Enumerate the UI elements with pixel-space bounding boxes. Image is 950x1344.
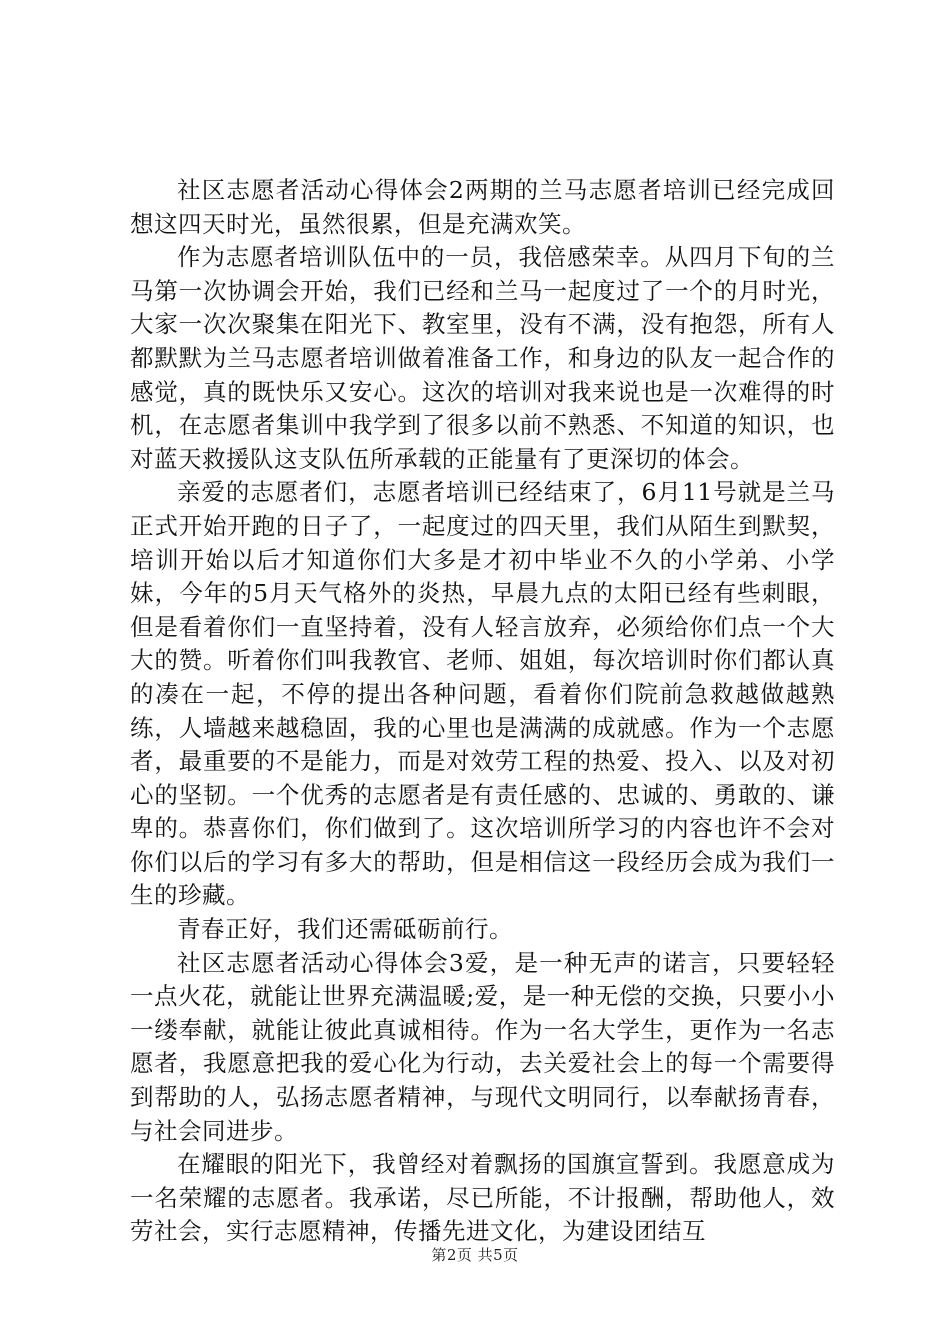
paragraph-6: 在耀眼的阳光下，我曾经对着飘扬的国旗宣誓到。我愿意成为一名荣耀的志愿者。我承诺，尽已所能，不计报酬，帮助他人，效劳社会，实行志愿精神，传播先进文化，为建设团结互 [130,1150,835,1246]
page-footer: 第2页 共5页 [431,1246,519,1264]
paragraph-3: 亲爱的志愿者们，志愿者培训已经结束了，6月11号就是兰马正式开始开跑的日子了，一起度过的四天里，我们从陌生到默契，培训开始以后才知道你们大多是才初中毕业不久的小学弟、小学妹，今年的5月天气格外的炎热，早晨九点的太阳已经有些刺眼，但是看着你们一直坚持着，没有人轻言放弃，必须给你们点一个大大的赞。听着你们叫我教官、老师、姐姐，每次培训时你们都认真的凑在一起，不停的提出各种问题，看着你们院前急救越做越熟练，人墙越来越稳固，我的心里也是满满的成就感。作为一个志愿者，最重要的不是能力，而是对效劳工程的热爱、投入、以及对初心的坚韧。一个优秀的志愿者是有责任感的、忠诚的、勇敢的、谦卑的。恭喜你们，你们做到了。这次培训所学习的内容也许不会对你们以后的学习有多大的帮助，但是相信这一段经历会成为我们一生的珍藏。 [130,478,835,910]
document-body [130,174,835,1249]
paragraph-5: 社区志愿者活动心得体会3爱，是一种无声的诺言，只要轻轻一点火花，就能让世界充满温暖;爱，是一种无偿的交换，只要小小一缕奉献，就能让彼此真诚相待。作为一名大学生，更作为一名志愿者，我愿意把我的爱心化为行动，去关爱社会上的每一个需要得到帮助的人，弘扬志愿者精神，与现代文明同行，以奉献扬青春，与社会同进步。 [130,948,835,1145]
paragraph-1: 社区志愿者活动心得体会2两期的兰马志愿者培训已经完成回想这四天时光，虽然很累，但是充满欢笑。 [130,176,835,238]
paragraph-4: 青春正好，我们还需砥砺前行。 [177,915,513,944]
paragraph-2: 作为志愿者培训队伍中的一员，我倍感荣幸。从四月下旬的兰马第一次协调会开始，我们已经和兰马一起度过了一个的月时光，大家一次次聚集在阳光下、教室里，没有不满，没有抱怨，所有人都默默为兰马志愿者培训做着准备工作，和身边的队友一起合作的感觉，真的既快乐又安心。这次的培训对我来说也是一次难得的时机，在志愿者集训中我学到了很多以前不熟悉、不知道的知识，也对蓝天救援队这支队伍所承载的正能量有了更深切的体会。 [130,243,835,473]
